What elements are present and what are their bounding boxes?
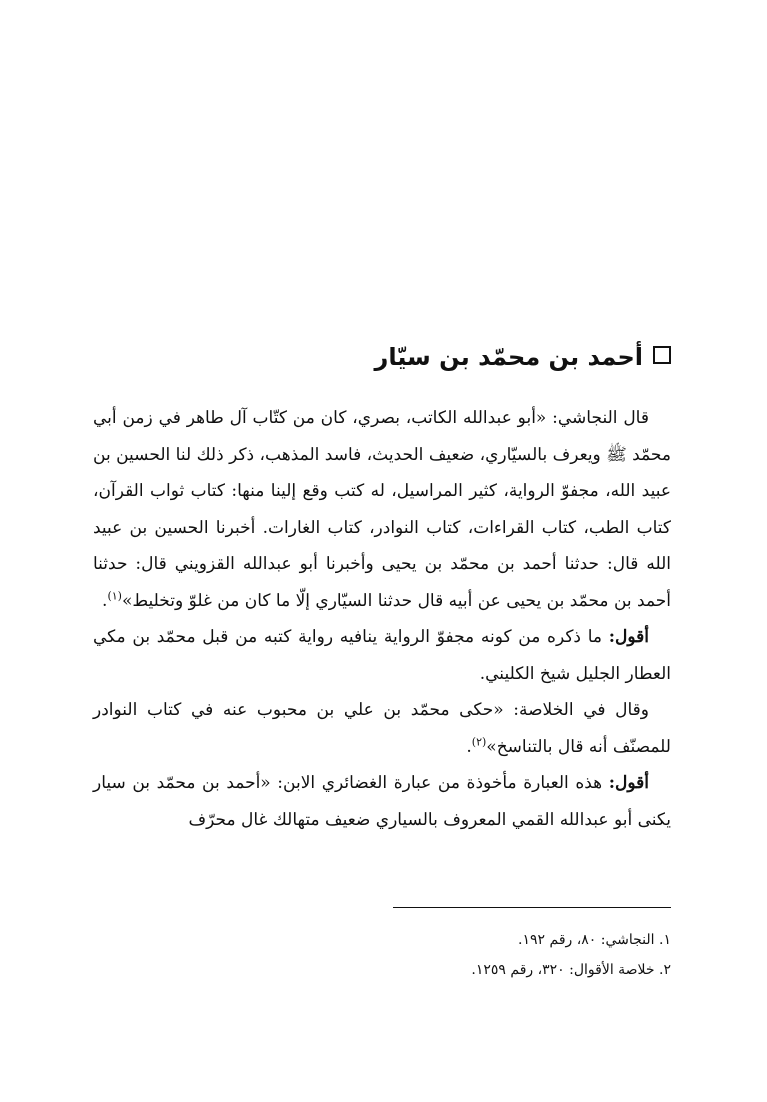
footnote-1: ١. النجاشي: ٨٠، رقم ١٩٢. — [518, 932, 671, 948]
section-heading — [96, 340, 671, 374]
paragraph-label: أقول: — [608, 773, 649, 793]
paragraph-text: هذه العبارة مأخوذة من عبارة الغضائري الابن: «أحمد بن محمّد بن سيار يكنى أبو عبدالله القمي المعروف بالسياري ضعيف متهالك غال محرّف — [93, 773, 671, 830]
paragraph-khulasa — [93, 692, 671, 765]
paragraph-text: ما ذكره من كونه مجفوّ الرواية ينافيه رواية كتبه من قبل محمّد بن مكي العطار الجليل شيخ الكليني. — [93, 627, 671, 684]
paragraph-najashi — [93, 400, 671, 619]
footnote-divider — [393, 907, 671, 908]
footnote-2: ٢. خلاصة الأقوال: ٣٢٠، رقم ١٢٥٩. — [471, 962, 671, 978]
footnotes — [93, 925, 671, 985]
paragraph-text: قال النجاشي: «أبو عبدالله الكاتب، بصري، كان من كتّاب آل طاهر في زمن أبي محمّد ﷺ ويعرف بالسيّاري، ضعيف الحديث، فاسد المذهب، ذكر ذلك لنا الحسين بن عبيد الله، مجفوّ الرواية، كثير المراسيل، له كتب وقع إلينا منها: كتاب ثواب القرآن، كتاب الطب، كتاب القراءات، كتاب النوادر، كتاب الغارات. أخبرنا الحسين بن عبيد الله قال: حدثنا أحمد بن محمّد بن يحيى وأخبرنا أبو عبدالله القزويني قال: حدثنا أحمد بن محمّد بن يحيى عن أبيه قال حدثنا السيّاري إلّا ما كان من غلوّ وتخليط» — [93, 408, 671, 611]
footnote-ref[interactable]: (١) — [107, 588, 122, 602]
paragraph-comment-2 — [93, 765, 671, 838]
paragraph-text: وقال في الخلاصة: «حكى محمّد بن علي بن محبوب عنه في كتاب النوادر للمصنّف أنه قال بالتناسخ» — [93, 700, 671, 757]
footnote-ref[interactable]: (٢) — [471, 734, 487, 748]
paragraph-label: أقول: — [608, 627, 649, 647]
square-bullet-icon — [653, 346, 671, 364]
paragraph-end: . — [102, 590, 108, 611]
paragraph-comment-1 — [93, 619, 671, 692]
body-text — [93, 400, 671, 838]
heading-title: أحمد بن محمّد بن سيّار — [374, 343, 643, 371]
paragraph-end: . — [466, 736, 472, 757]
